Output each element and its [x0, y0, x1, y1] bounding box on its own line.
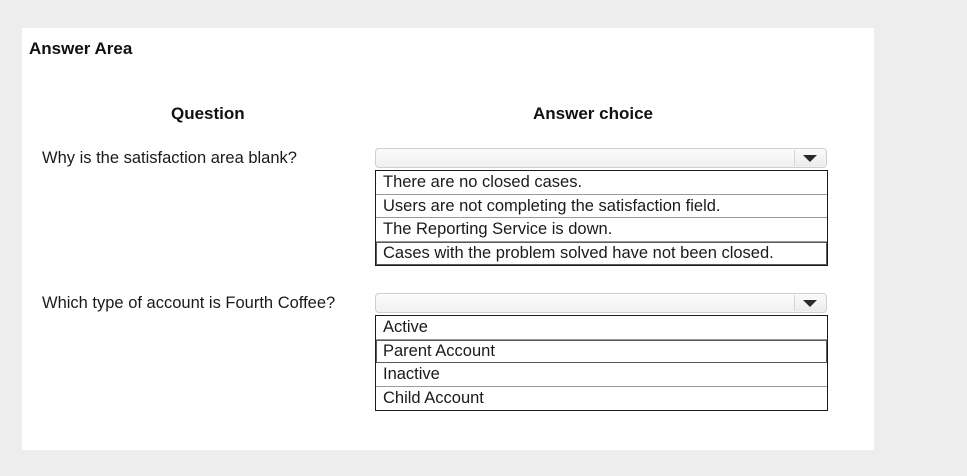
- question-2-dropdown-toggle[interactable]: [794, 295, 825, 311]
- question-2-option-3[interactable]: Inactive: [376, 363, 827, 387]
- question-1-option-3[interactable]: The Reporting Service is down.: [376, 218, 827, 242]
- question-1-dropdown[interactable]: [375, 148, 827, 168]
- question-2-options-list: [375, 315, 828, 411]
- question-2-option-4[interactable]: Child Account: [383, 388, 484, 407]
- chevron-down-icon: [802, 153, 818, 163]
- question-2-option-1[interactable]: Active: [376, 316, 827, 340]
- chevron-down-icon: [802, 298, 818, 308]
- question-1-options-list: [375, 170, 828, 266]
- question-1-option-2[interactable]: Users are not completing the satisfaction field.: [376, 195, 827, 219]
- question-1-option-1[interactable]: There are no closed cases.: [376, 171, 827, 195]
- question-1-text: Why is the satisfaction area blank?: [42, 149, 297, 167]
- answer-choice-column-header: Answer choice: [533, 104, 653, 123]
- answer-area-panel: [22, 28, 874, 450]
- answer-area-title: Answer Area: [29, 39, 133, 58]
- question-2-text: Which type of account is Fourth Coffee?: [42, 294, 336, 312]
- question-1-dropdown-toggle[interactable]: [794, 150, 825, 166]
- question-1-option-4[interactable]: Cases with the problem solved have not been closed.: [376, 242, 827, 266]
- question-column-header: Question: [171, 104, 245, 123]
- question-2-dropdown[interactable]: [375, 293, 827, 313]
- question-2-option-2[interactable]: Parent Account: [376, 340, 827, 364]
